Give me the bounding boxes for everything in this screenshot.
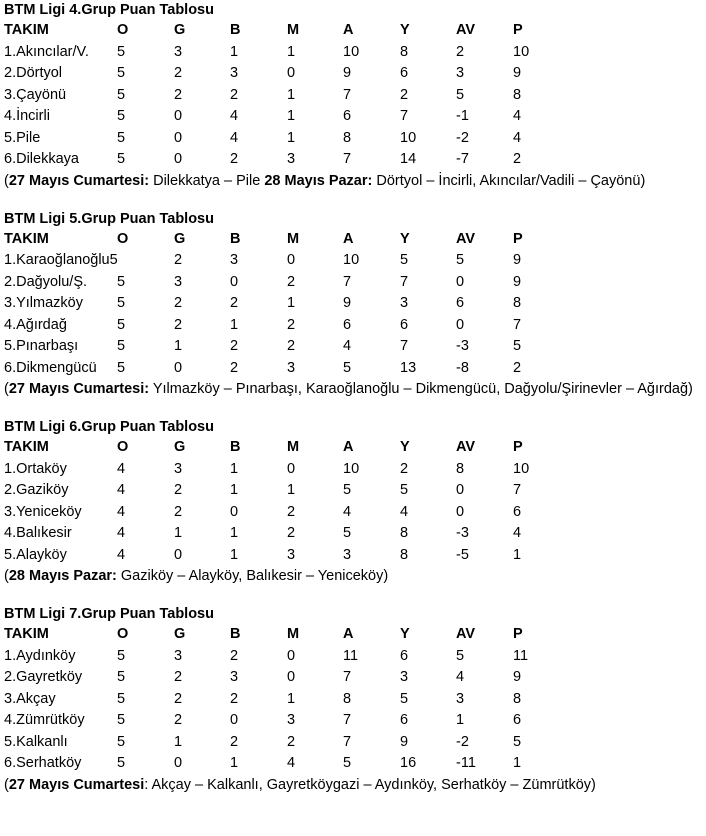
stat-cell: 4 xyxy=(456,669,465,685)
stat-cell: 6 xyxy=(456,295,465,311)
team-name-cell: 6.Dilekkaya xyxy=(4,151,79,167)
stat-cell: 1 xyxy=(174,733,183,750)
column-header: Y xyxy=(400,230,410,247)
stat-cell: 2 xyxy=(174,690,183,707)
stat-cell: 7 xyxy=(343,273,352,290)
column-header: Y xyxy=(400,22,410,38)
column-header: A xyxy=(343,230,354,247)
stat-cell: 2 xyxy=(287,316,296,333)
stat-cell: 1 xyxy=(230,755,239,771)
group-standings-3 xyxy=(4,417,704,604)
stat-cell: 2 xyxy=(174,482,183,498)
stat-cell: 7 xyxy=(513,482,522,498)
column-header: TAKIM xyxy=(4,626,49,642)
stat-cell: 0 xyxy=(456,316,465,333)
team-name-cell: 5.Alayköy xyxy=(4,546,67,563)
group-spacer xyxy=(4,192,704,209)
fixture-date: 27 Mayıs Cumartesi: xyxy=(8,172,150,189)
column-header: B xyxy=(230,230,241,247)
group-standings-2 xyxy=(4,209,704,418)
stat-cell: 2 xyxy=(230,338,239,354)
stat-cell: 3 xyxy=(287,546,296,563)
fixture-text: Yılmazköy – Pınarbaşı, Karaoğlanoğlu – Dikmengücü, Dağyolu/Şirinevler – Ağırdağ) xyxy=(149,381,693,397)
table-header-row xyxy=(4,437,704,459)
table-row xyxy=(4,710,704,732)
fixture-date: 27 Mayıs Cumartesi xyxy=(8,776,145,793)
stat-cell: 4 xyxy=(230,129,239,146)
stat-cell: 2 xyxy=(230,690,239,707)
team-name-cell: 4.Zümrütköy xyxy=(4,712,85,728)
team-name-cell: 2.Dörtyol xyxy=(4,65,63,81)
stat-cell: 0 xyxy=(174,129,183,146)
stat-cell: 6 xyxy=(400,316,409,333)
stat-cell: 2 xyxy=(287,525,296,541)
table-row xyxy=(4,315,704,337)
column-header: B xyxy=(230,626,241,642)
stat-cell: 2 xyxy=(174,252,183,268)
team-name-cell: 1.Aydınköy xyxy=(4,647,76,664)
team-name-cell: 3.Yeniceköy xyxy=(4,503,82,520)
stat-cell: 1 xyxy=(287,86,296,103)
table-row xyxy=(4,42,704,64)
table-row xyxy=(4,149,704,171)
column-header: M xyxy=(287,626,300,642)
team-name-cell: 6.Serhatköy xyxy=(4,755,82,771)
stat-cell: -1 xyxy=(456,108,469,124)
stat-cell: 6 xyxy=(343,108,352,124)
stat-cell: 2 xyxy=(287,503,296,520)
group-title: BTM Ligi 6.Grup Puan Tablosu xyxy=(4,419,214,435)
stat-cell: 2 xyxy=(400,460,409,477)
stat-cell: 5 xyxy=(117,712,126,728)
stat-cell: 1 xyxy=(287,129,296,146)
stat-cell: 3 xyxy=(400,295,409,311)
fixture-text: ( xyxy=(4,172,9,189)
column-header: M xyxy=(287,22,300,38)
stat-cell: 3 xyxy=(230,669,239,685)
stat-cell: 2 xyxy=(230,647,239,664)
stat-cell: 8 xyxy=(343,129,352,146)
column-header: O xyxy=(117,230,129,247)
table-row xyxy=(4,272,704,294)
stat-cell: 0 xyxy=(456,273,465,290)
stat-cell: 10 xyxy=(400,129,417,146)
stat-cell: 5 xyxy=(117,647,126,664)
team-name-cell: 4.İncirli xyxy=(4,108,50,124)
stat-cell: 4 xyxy=(117,546,126,563)
stat-cell: 1 xyxy=(287,108,296,124)
fixture-text: Dilekkatya – Pile xyxy=(149,172,265,189)
stat-cell: 1 xyxy=(513,755,522,771)
stat-cell: 2 xyxy=(230,151,239,167)
stat-cell: 0 xyxy=(287,65,296,81)
table-row xyxy=(4,646,704,668)
stat-cell: 5 xyxy=(117,151,126,167)
stat-cell: 2 xyxy=(174,316,183,333)
table-header-row xyxy=(4,624,704,646)
stat-cell: 2 xyxy=(174,295,183,311)
stat-cell: 1 xyxy=(287,482,296,498)
stat-cell: 7 xyxy=(343,86,352,103)
stat-cell: 5 xyxy=(513,733,522,750)
table-row xyxy=(4,358,704,380)
stat-cell: 0 xyxy=(174,755,183,771)
stat-cell: 10 xyxy=(343,252,360,268)
stat-cell: 8 xyxy=(513,86,522,103)
table-row xyxy=(4,753,704,775)
stat-cell: 13 xyxy=(400,359,417,376)
group-title: BTM Ligi 5.Grup Puan Tablosu xyxy=(4,210,214,227)
stat-cell: -3 xyxy=(456,338,469,354)
team-name-cell: 3.Akçay xyxy=(4,690,56,707)
stat-cell: 5 xyxy=(117,359,126,376)
stat-cell: -5 xyxy=(456,546,469,563)
group-title: BTM Ligi 7.Grup Puan Tablosu xyxy=(4,606,214,622)
stat-cell: 7 xyxy=(513,316,522,333)
stat-cell: 0 xyxy=(287,647,296,664)
stat-cell: 7 xyxy=(400,273,409,290)
stat-cell: 3 xyxy=(456,65,465,81)
stat-cell: 1 xyxy=(174,525,183,541)
stat-cell: 5 xyxy=(117,129,126,146)
stat-cell: 3 xyxy=(230,65,239,81)
stat-cell: 5 xyxy=(117,316,126,333)
stat-cell: 1 xyxy=(513,546,522,563)
fixture-text: ( xyxy=(4,568,9,584)
stat-cell: 6 xyxy=(513,712,522,728)
table-row xyxy=(4,63,704,85)
group-spacer xyxy=(4,400,704,417)
stat-cell: 7 xyxy=(343,733,352,750)
column-header: A xyxy=(343,626,354,642)
table-row xyxy=(4,667,704,689)
group-title: BTM Ligi 4.Grup Puan Tablosu xyxy=(4,2,214,18)
table-row xyxy=(4,336,704,358)
stat-cell: 8 xyxy=(400,546,409,563)
stat-cell: 2 xyxy=(230,733,239,750)
stat-cell: 2 xyxy=(174,669,183,685)
stat-cell: 3 xyxy=(287,712,296,728)
column-header: P xyxy=(513,626,523,642)
table-row xyxy=(4,502,704,524)
column-header: P xyxy=(513,230,523,247)
stat-cell: 0 xyxy=(174,359,183,376)
column-header: Y xyxy=(400,439,410,455)
stat-cell: 3 xyxy=(230,252,239,268)
table-header-row xyxy=(4,20,704,42)
stat-cell: 5 xyxy=(343,359,352,376)
stat-cell: 1 xyxy=(456,712,465,728)
stat-cell: -2 xyxy=(456,129,469,146)
stat-cell: 0 xyxy=(174,546,183,563)
stat-cell: 2 xyxy=(456,43,465,60)
stat-cell: 8 xyxy=(343,690,352,707)
stat-cell: 0 xyxy=(287,669,296,685)
column-header: B xyxy=(230,439,241,455)
upcoming-fixtures xyxy=(4,775,694,796)
stat-cell: 5 xyxy=(117,690,126,707)
stat-cell: 7 xyxy=(343,712,352,728)
fixture-date: 27 Mayıs Cumartesi: xyxy=(8,381,150,397)
stat-cell: 2 xyxy=(513,151,522,167)
table-row xyxy=(4,459,704,481)
stat-cell: 0 xyxy=(174,108,183,124)
stat-cell: 9 xyxy=(513,65,522,81)
column-header: O xyxy=(117,22,129,38)
stat-cell: 4 xyxy=(513,525,522,541)
standings-document xyxy=(4,0,704,796)
column-header: TAKIM xyxy=(4,439,49,455)
table-row xyxy=(4,293,704,315)
team-name-cell: 5.Pile xyxy=(4,129,41,146)
stat-cell: 5 xyxy=(456,647,465,664)
stat-cell: 5 xyxy=(400,252,409,268)
stat-cell: 6 xyxy=(400,712,409,728)
stat-cell: 8 xyxy=(400,43,409,60)
group-spacer xyxy=(4,587,704,604)
fixture-text: ( xyxy=(4,381,9,397)
stat-cell: 9 xyxy=(343,295,352,311)
team-name-cell: 3.Yılmazköy xyxy=(4,295,83,311)
fixture-date: 28 Mayıs Pazar: xyxy=(8,568,117,584)
stat-cell: 5 xyxy=(117,338,126,354)
fixture-text: Dörtyol – İncirli, Akıncılar/Vadili – Çayönü) xyxy=(372,172,646,189)
stat-cell: 2 xyxy=(230,86,239,103)
stat-cell: 1 xyxy=(230,482,239,498)
stat-cell: -3 xyxy=(456,525,469,541)
stat-cell: 1 xyxy=(230,546,239,563)
stat-cell: 6 xyxy=(400,647,409,664)
stat-cell: 2 xyxy=(287,733,296,750)
stat-cell: 0 xyxy=(287,460,296,477)
stat-cell: 14 xyxy=(400,151,417,167)
stat-cell: 7 xyxy=(400,108,409,124)
stat-cell: 1 xyxy=(287,295,296,311)
team-name-cell: 4.Balıkesir xyxy=(4,525,72,541)
column-header: G xyxy=(174,22,186,38)
stat-cell: 1 xyxy=(230,525,239,541)
stat-cell: 5 xyxy=(343,482,352,498)
column-header: O xyxy=(117,439,129,455)
stat-cell: 5 xyxy=(400,482,409,498)
stat-cell: -2 xyxy=(456,733,469,750)
table-row xyxy=(4,250,704,272)
stat-cell: 5 xyxy=(456,86,465,103)
column-header: P xyxy=(513,22,523,38)
stat-cell: 3 xyxy=(174,460,183,477)
stat-cell: 0 xyxy=(230,503,239,520)
stat-cell: 5 xyxy=(343,525,352,541)
stat-cell: 10 xyxy=(513,460,530,477)
stat-cell: 0 xyxy=(456,503,465,520)
stat-cell: 6 xyxy=(400,65,409,81)
stat-cell: 1 xyxy=(230,316,239,333)
stat-cell: 2 xyxy=(174,86,183,103)
fixture-date: 28 Mayıs Pazar: xyxy=(264,172,373,189)
stat-cell: 1 xyxy=(287,690,296,707)
column-header: O xyxy=(117,626,129,642)
stat-cell: 2 xyxy=(230,359,239,376)
table-row xyxy=(4,85,704,107)
stat-cell: 6 xyxy=(343,316,352,333)
table-row xyxy=(4,732,704,754)
stat-cell: 1 xyxy=(287,43,296,60)
stat-cell: 4 xyxy=(117,460,126,477)
stat-cell: 5 xyxy=(343,755,352,771)
column-header: AV xyxy=(456,626,476,642)
group-standings-4 xyxy=(4,604,704,796)
stat-cell: 6 xyxy=(513,503,522,520)
stat-cell: 4 xyxy=(117,525,126,541)
column-header: Y xyxy=(400,626,410,642)
stat-cell: 10 xyxy=(343,43,360,60)
team-name-cell: 5.Kalkanlı xyxy=(4,733,68,750)
stat-cell: 3 xyxy=(174,647,183,664)
table-row xyxy=(4,545,704,567)
stat-cell: 5 xyxy=(117,273,126,290)
stat-cell: 5 xyxy=(117,669,126,685)
table-row xyxy=(4,689,704,711)
stat-cell: 11 xyxy=(343,647,359,664)
team-name-cell: 5.Pınarbaşı xyxy=(4,338,79,354)
stat-cell: 5 xyxy=(117,295,126,311)
stat-cell: 4 xyxy=(400,503,409,520)
upcoming-fixtures xyxy=(4,171,694,192)
stat-cell: 4 xyxy=(513,129,522,146)
stat-cell: 3 xyxy=(174,273,183,290)
stat-cell: 1 xyxy=(230,460,239,477)
upcoming-fixtures xyxy=(4,379,694,400)
stat-cell: 7 xyxy=(400,338,409,354)
stat-cell: 1 xyxy=(230,43,239,60)
column-header: AV xyxy=(456,230,476,247)
fixture-text: ( xyxy=(4,776,9,793)
stat-cell: 2 xyxy=(174,503,183,520)
stat-cell: 5 xyxy=(117,755,126,771)
stat-cell: 2 xyxy=(513,359,522,376)
stat-cell: 5 xyxy=(400,690,409,707)
team-name-cell: 3.Çayönü xyxy=(4,86,67,103)
stat-cell: 11 xyxy=(513,647,529,664)
stat-cell: 0 xyxy=(456,482,465,498)
column-header: G xyxy=(174,439,186,455)
stat-cell: -11 xyxy=(456,755,476,771)
stat-cell: 8 xyxy=(513,295,522,311)
stat-cell: 5 xyxy=(117,43,126,60)
column-header: M xyxy=(287,230,300,247)
stat-cell: 8 xyxy=(400,525,409,541)
stat-cell: 0 xyxy=(287,252,296,268)
stat-cell: -8 xyxy=(456,359,469,376)
stat-cell: 4 xyxy=(513,108,522,124)
fixture-text: Gaziköy – Alayköy, Balıkesir – Yeniceköy) xyxy=(116,568,389,584)
stat-cell: 0 xyxy=(174,151,183,167)
stat-cell: 3 xyxy=(287,359,296,376)
stat-cell: 5 xyxy=(117,108,126,124)
stat-cell: 4 xyxy=(287,755,296,771)
table-row xyxy=(4,128,704,150)
stat-cell: 1 xyxy=(174,338,183,354)
team-name-cell: 1.Karaoğlanoğlu5 xyxy=(4,252,118,268)
team-name-cell: 2.Gayretköy xyxy=(4,669,83,685)
stat-cell: 2 xyxy=(174,712,183,728)
stat-cell: 2 xyxy=(287,273,296,290)
team-name-cell: 2.Gaziköy xyxy=(4,482,69,498)
stat-cell: 3 xyxy=(456,690,465,707)
stat-cell: 3 xyxy=(343,546,352,563)
column-header: AV xyxy=(456,439,476,455)
team-name-cell: 1.Akıncılar/V. xyxy=(4,43,89,60)
column-header: TAKIM xyxy=(4,22,49,38)
stat-cell: 2 xyxy=(174,65,183,81)
team-name-cell: 2.Dağyolu/Ş. xyxy=(4,273,88,290)
stat-cell: 8 xyxy=(513,690,522,707)
column-header: G xyxy=(174,230,186,247)
team-name-cell: 6.Dikmengücü xyxy=(4,359,97,376)
stat-cell: 4 xyxy=(230,108,239,124)
table-row xyxy=(4,523,704,545)
stat-cell: 10 xyxy=(513,43,530,60)
column-header: P xyxy=(513,439,523,455)
stat-cell: 2 xyxy=(400,86,409,103)
stat-cell: 9 xyxy=(513,273,522,290)
team-name-cell: 4.Ağırdağ xyxy=(4,316,67,333)
column-header: TAKIM xyxy=(4,230,49,247)
stat-cell: -7 xyxy=(456,151,469,167)
upcoming-fixtures xyxy=(4,566,694,587)
stat-cell: 5 xyxy=(513,338,522,354)
group-standings-1 xyxy=(4,0,704,209)
stat-cell: 3 xyxy=(400,669,409,685)
stat-cell: 4 xyxy=(343,503,352,520)
stat-cell: 5 xyxy=(117,86,126,103)
stat-cell: 4 xyxy=(343,338,352,354)
stat-cell: 9 xyxy=(400,733,409,750)
stat-cell: 0 xyxy=(230,712,239,728)
stat-cell: 7 xyxy=(343,151,352,167)
stat-cell: 9 xyxy=(513,252,522,268)
stat-cell: 2 xyxy=(230,295,239,311)
stat-cell: 5 xyxy=(117,733,126,750)
stat-cell: 5 xyxy=(117,65,126,81)
stat-cell: 10 xyxy=(343,460,360,477)
stat-cell: 4 xyxy=(117,503,126,520)
stat-cell: 2 xyxy=(287,338,296,354)
stat-cell: 8 xyxy=(456,460,465,477)
stat-cell: 9 xyxy=(513,669,522,685)
table-header-row xyxy=(4,229,704,251)
team-name-cell: 1.Ortaköy xyxy=(4,460,67,477)
stat-cell: 16 xyxy=(400,755,417,771)
fixture-text: : Akçay – Kalkanlı, Gayretköygazi – Aydınköy, Serhatköy – Zümrütköy) xyxy=(144,776,596,793)
table-row xyxy=(4,106,704,128)
stat-cell: 3 xyxy=(287,151,296,167)
column-header: M xyxy=(287,439,300,455)
column-header: B xyxy=(230,22,241,38)
stat-cell: 7 xyxy=(343,669,352,685)
stat-cell: 9 xyxy=(343,65,352,81)
column-header: G xyxy=(174,626,186,642)
stat-cell: 5 xyxy=(456,252,465,268)
column-header: A xyxy=(343,439,354,455)
stat-cell: 0 xyxy=(230,273,239,290)
table-row xyxy=(4,480,704,502)
stat-cell: 3 xyxy=(174,43,183,60)
stat-cell: 4 xyxy=(117,482,126,498)
column-header: AV xyxy=(456,22,476,38)
column-header: A xyxy=(343,22,354,38)
